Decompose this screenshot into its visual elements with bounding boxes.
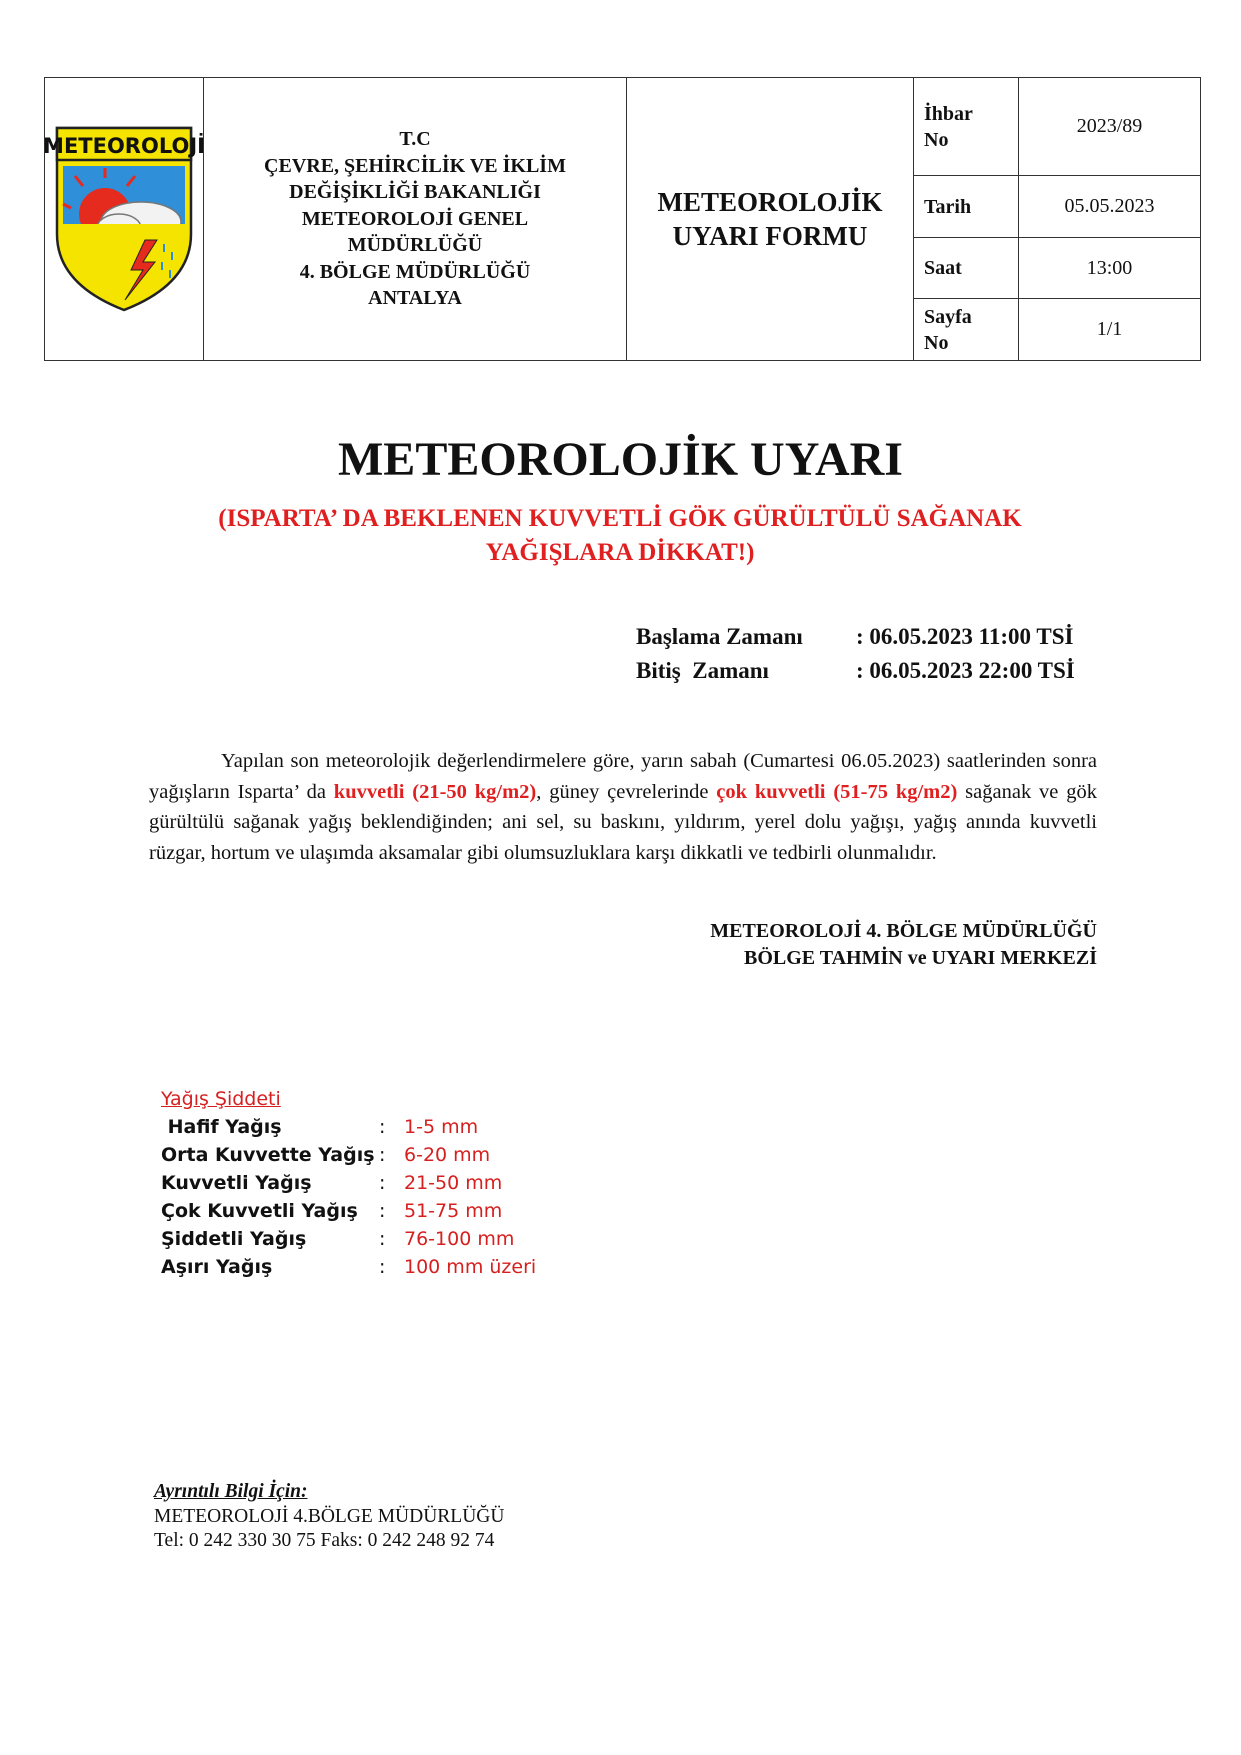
rain-intensity-legend [161, 1085, 536, 1281]
field-value-tarih: 05.05.2023 [1019, 176, 1201, 238]
page-title: METEOROLOJİK UYARI [338, 433, 903, 486]
highlight-cok-kuvvetli: çok kuvvetli (51-75 kg/m2) [716, 780, 958, 803]
field-value-ihbar-no: 2023/89 [1019, 78, 1201, 176]
organization-cell [204, 78, 627, 361]
field-label-tarih: Tarih [914, 176, 1019, 238]
list-item: Orta Kuvvette Yağış : 6-20 mm [161, 1144, 491, 1166]
end-time-label: Bitiş Zamanı [636, 658, 769, 683]
logo-cell [45, 78, 204, 361]
contact-info [154, 1480, 504, 1554]
alert-subtitle: (ISPARTA’ DA BEKLENEN KUVVETLİ GÖK GÜRÜLTÜLÜ SAĞANAK YAĞIŞLARA DİKKAT!) [218, 505, 1022, 566]
start-time-value: : 06.05.2023 11:00 TSİ [856, 624, 1074, 649]
field-label-ihbar-no: İhbar No [914, 78, 1019, 176]
highlight-kuvvetli: kuvvetli (21-50 kg/m2) [333, 780, 537, 803]
list-item: Şiddetli Yağış : 76-100 mm [161, 1228, 515, 1250]
field-value-sayfa-no: 1/1 [1019, 299, 1201, 361]
contact-office: METEOROLOJİ 4.BÖLGE MÜDÜRLÜĞÜ [154, 1505, 505, 1527]
field-value-saat: 13:00 [1019, 238, 1201, 299]
contact-phone-fax: Tel: 0 242 330 30 75 Faks: 0 242 248 92 74 [154, 1530, 495, 1551]
field-label-sayfa-no: Sayfa No [914, 299, 1019, 361]
list-item: Kuvvetli Yağış : 21-50 mm [161, 1172, 503, 1194]
warning-body: Yapılan son meteorolojik değerlendirmelere göre, yarın sabah (Cumartesi 06.05.2023) saatlerinden sonra yağışların Isparta’ da kuvvetli (21-50 kg/m2), güney çevrelerinde çok kuvvetli (51-75 kg/m2) sağanak ve gök gürültülü sağanak yağış beklendiğinden; ani sel, su baskını, yıldırım, yerel dolu yağışı, yağış anında kuvvetli rüzgar, hortum ve ulaşımda aksamalar gibi olumsuzluklara karşı dikkatli ve tedbirli olunmalıdır. [149, 750, 1097, 864]
list-item: Aşırı Yağış : 100 mm üzeri [161, 1256, 537, 1278]
contact-heading: Ayrıntılı Bilgi İçin: [154, 1481, 308, 1502]
list-item: Hafif Yağış : 1-5 mm [161, 1116, 479, 1138]
signature: METEOROLOJİ 4. BÖLGE MÜDÜRLÜĞÜ BÖLGE TAHMİN ve UYARI MERKEZİ [710, 920, 1097, 969]
organization-name: T.C ÇEVRE, ŞEHİRCİLİK VE İKLİM DEĞİŞİKLİĞİ BAKANLIĞI METEOROLOJİ GENEL MÜDÜRLÜĞÜ 4. BÖLGE MÜDÜRLÜĞÜ ANTALYA [264, 128, 566, 310]
start-time-label: Başlama Zamanı [636, 624, 803, 649]
form-title: METEOROLOJİK UYARI FORMU [657, 187, 883, 251]
start-time-row [636, 620, 1075, 654]
header-table [44, 77, 1201, 361]
rain-intensity-heading: Yağış Şiddeti [161, 1088, 281, 1110]
field-label-saat: Saat [914, 238, 1019, 299]
meteoroloji-logo [43, 124, 205, 314]
logo-text: METEOROLOJİ [43, 134, 205, 158]
form-title-cell [627, 78, 914, 361]
warning-period [636, 620, 1075, 688]
end-time-value: : 06.05.2023 22:00 TSİ [856, 658, 1075, 683]
list-item: Çok Kuvvetli Yağış : 51-75 mm [161, 1200, 503, 1222]
end-time-row [636, 654, 1075, 688]
